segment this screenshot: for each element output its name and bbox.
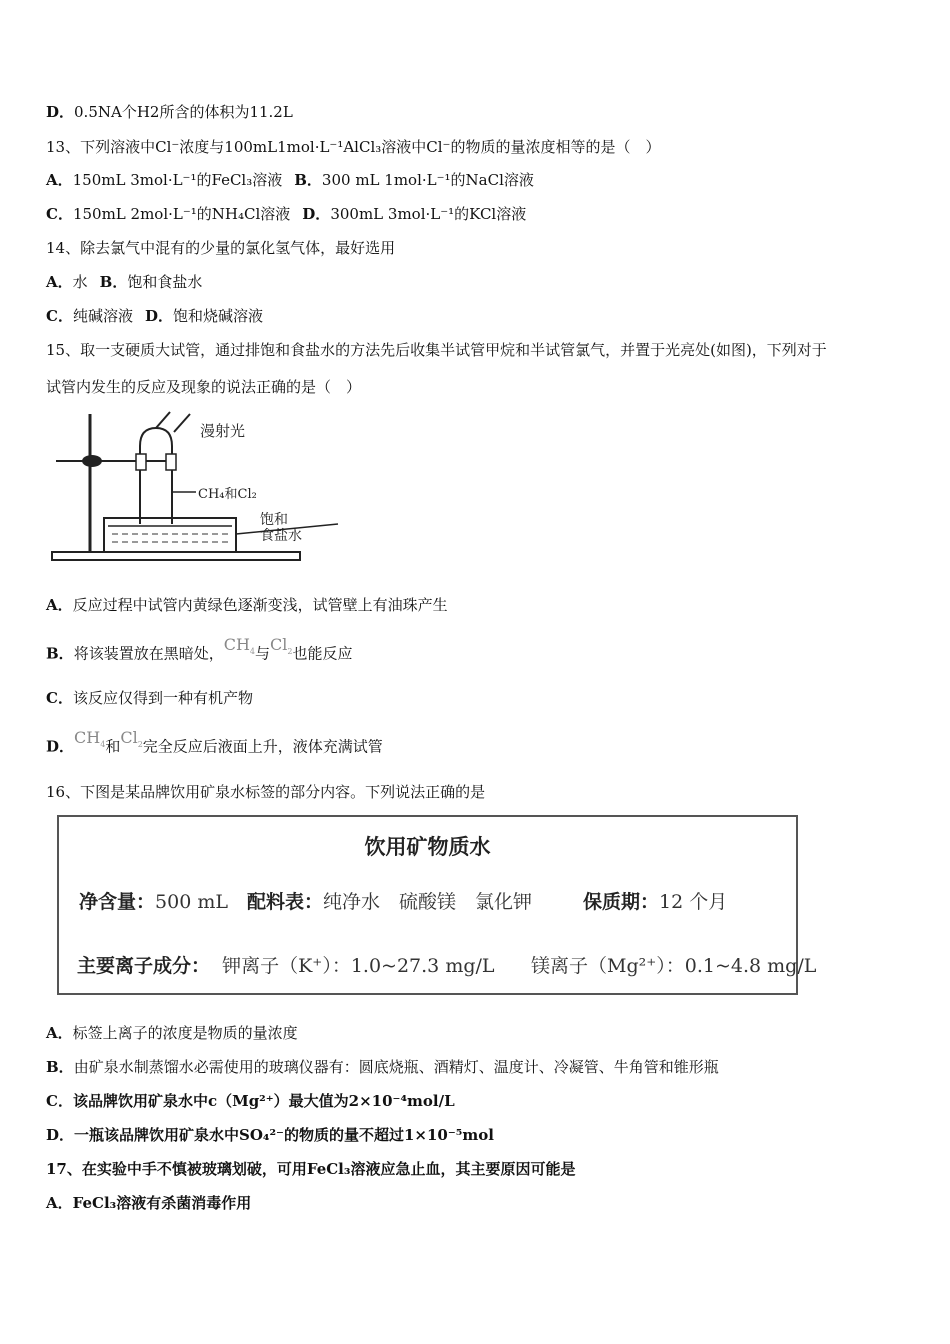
water-trough <box>104 518 236 552</box>
formula-ch4: $CH_4$ <box>74 728 106 750</box>
option-label: B． <box>46 644 74 663</box>
q17-option-a <box>46 1193 251 1213</box>
option-label: D． <box>144 307 173 325</box>
option-label: C． <box>46 689 73 707</box>
light-arrow <box>174 414 190 432</box>
q14-options-cd <box>46 306 263 326</box>
option-text: FeCl₃溶液有杀菌消毒作用 <box>72 1194 252 1212</box>
option-text: 将该装置放在黑暗处， <box>73 644 224 663</box>
formula-cl2: $Cl_2$ <box>270 635 293 657</box>
stand-base <box>52 552 300 560</box>
label-title: 饮用矿物质水 <box>364 834 491 859</box>
question-17: 17、在实验中手不慎被玻璃划破，可用FeCl₃溶液应急止血，其主要原因可能是 <box>46 1160 576 1178</box>
q14-options-ab <box>46 272 202 292</box>
net-content: 净含量：500 mL <box>79 891 228 913</box>
mineral-water-label <box>57 815 817 995</box>
clamp-knob <box>82 455 102 467</box>
question-14: 14、除去氯气中混有的少量的氯化氢气体，最好选用 <box>46 239 396 257</box>
option-a-text: 150mL 3mol·L⁻¹的FeCl₃溶液 <box>72 171 283 189</box>
option-text: 一瓶该品牌饮用矿泉水中SO₄²⁻的物质的量不超过1×10⁻⁵mol <box>74 1126 494 1144</box>
option-text: 0.5NA个H2所含的体积为11.2L <box>74 103 293 121</box>
option-label: B． <box>294 171 322 189</box>
q13-options-cd <box>46 204 526 224</box>
question-15-line1: 15、取一支硬质大试管，通过排饱和食盐水的方法先后收集半试管甲烷和半试管氯气，并置于光亮处(如图)，下列对于 <box>46 341 827 359</box>
shelf-life: 保质期：12 个月 <box>583 891 728 913</box>
option-label: D． <box>46 103 75 121</box>
ingredients: 配料表：纯净水 硫酸镁 氯化钾 <box>247 891 533 913</box>
water-label-1: 饱和 <box>260 512 288 528</box>
option-label: B． <box>46 1058 74 1076</box>
option-b-text: 300 mL 1mol·L⁻¹的NaCl溶液 <box>321 171 534 189</box>
option-label: A． <box>46 273 73 291</box>
option-label: A． <box>46 596 73 614</box>
question-16: 16、下图是某品牌饮用矿泉水标签的部分内容。下列说法正确的是 <box>46 783 486 801</box>
formula-cl2: $Cl_2$ <box>120 728 143 750</box>
ion-composition: 主要离子成分： 钾离子（K⁺）：1.0~27.3 mg/L <box>77 955 495 977</box>
option-label: C． <box>46 205 73 223</box>
mg-ion: 镁离子（Mg²⁺）：0.1~4.8 mg/L <box>531 955 817 977</box>
q15-option-d: D．$CH_4$和$Cl_2$完全反应后液面上升，液体充满试管 <box>46 728 383 756</box>
option-text: 标签上离子的浓度是物质的量浓度 <box>72 1024 298 1042</box>
experiment-apparatus-figure <box>46 406 346 566</box>
option-label: B． <box>99 273 128 291</box>
light-label: 漫射光 <box>200 422 246 440</box>
formula-ch4: $CH_4$ <box>223 635 255 657</box>
option-label: D． <box>302 205 331 223</box>
option-text: 该品牌饮用矿泉水中c（Mg²⁺）最大值为2×10⁻⁴mol/L <box>72 1092 455 1110</box>
q16-option-a <box>46 1023 298 1043</box>
option-c-text: 纯碱溶液 <box>72 307 133 325</box>
q16-option-c <box>46 1091 455 1111</box>
option-a-text: 水 <box>72 273 88 291</box>
gas-label: CH₄和Cl₂ <box>198 487 257 502</box>
option-label: D． <box>46 737 75 756</box>
option-label: A． <box>46 1024 73 1042</box>
light-arrow <box>156 412 170 428</box>
option-label: C． <box>46 307 73 325</box>
option-c-text: 150mL 2mol·L⁻¹的NH₄Cl溶液 <box>72 205 291 223</box>
q15-option-b: B．将该装置放在黑暗处，$CH_4$与$Cl_2$也能反应 <box>46 635 353 663</box>
option-label: D． <box>46 1126 75 1144</box>
option-text: 反应过程中试管内黄绿色逐渐变浅，试管壁上有油珠产生 <box>72 596 448 614</box>
question-13: 13、下列溶液中Cl⁻浓度与100mL1mol·L⁻¹AlCl₃溶液中Cl⁻的物质的量浓度相等的是（ ） <box>46 138 661 156</box>
q15-option-c <box>46 688 253 708</box>
q16-option-b <box>46 1057 719 1077</box>
option-text: 由矿泉水制蒸馏水必需使用的玻璃仪器有：圆底烧瓶、酒精灯、温度计、冷凝管、牛角管和锥形瓶 <box>73 1058 719 1076</box>
question-15-line2: 试管内发生的反应及现象的说法正确的是（ ） <box>46 378 362 396</box>
option-b-text: 饱和食盐水 <box>127 273 203 291</box>
q16-option-d <box>46 1125 494 1145</box>
option-label: A． <box>46 171 73 189</box>
water-label-2: 食盐水 <box>260 528 302 544</box>
option-label: C． <box>46 1092 73 1110</box>
test-tube <box>140 428 172 524</box>
q12-option-d <box>46 102 293 122</box>
option-d-text: 饱和烧碱溶液 <box>172 307 263 325</box>
option-d-text: 300mL 3mol·L⁻¹的KCl溶液 <box>330 205 527 223</box>
option-label: A． <box>46 1194 73 1212</box>
option-text: 该反应仅得到一种有机产物 <box>72 689 253 707</box>
q15-option-a <box>46 595 448 615</box>
q13-options-ab <box>46 170 534 190</box>
